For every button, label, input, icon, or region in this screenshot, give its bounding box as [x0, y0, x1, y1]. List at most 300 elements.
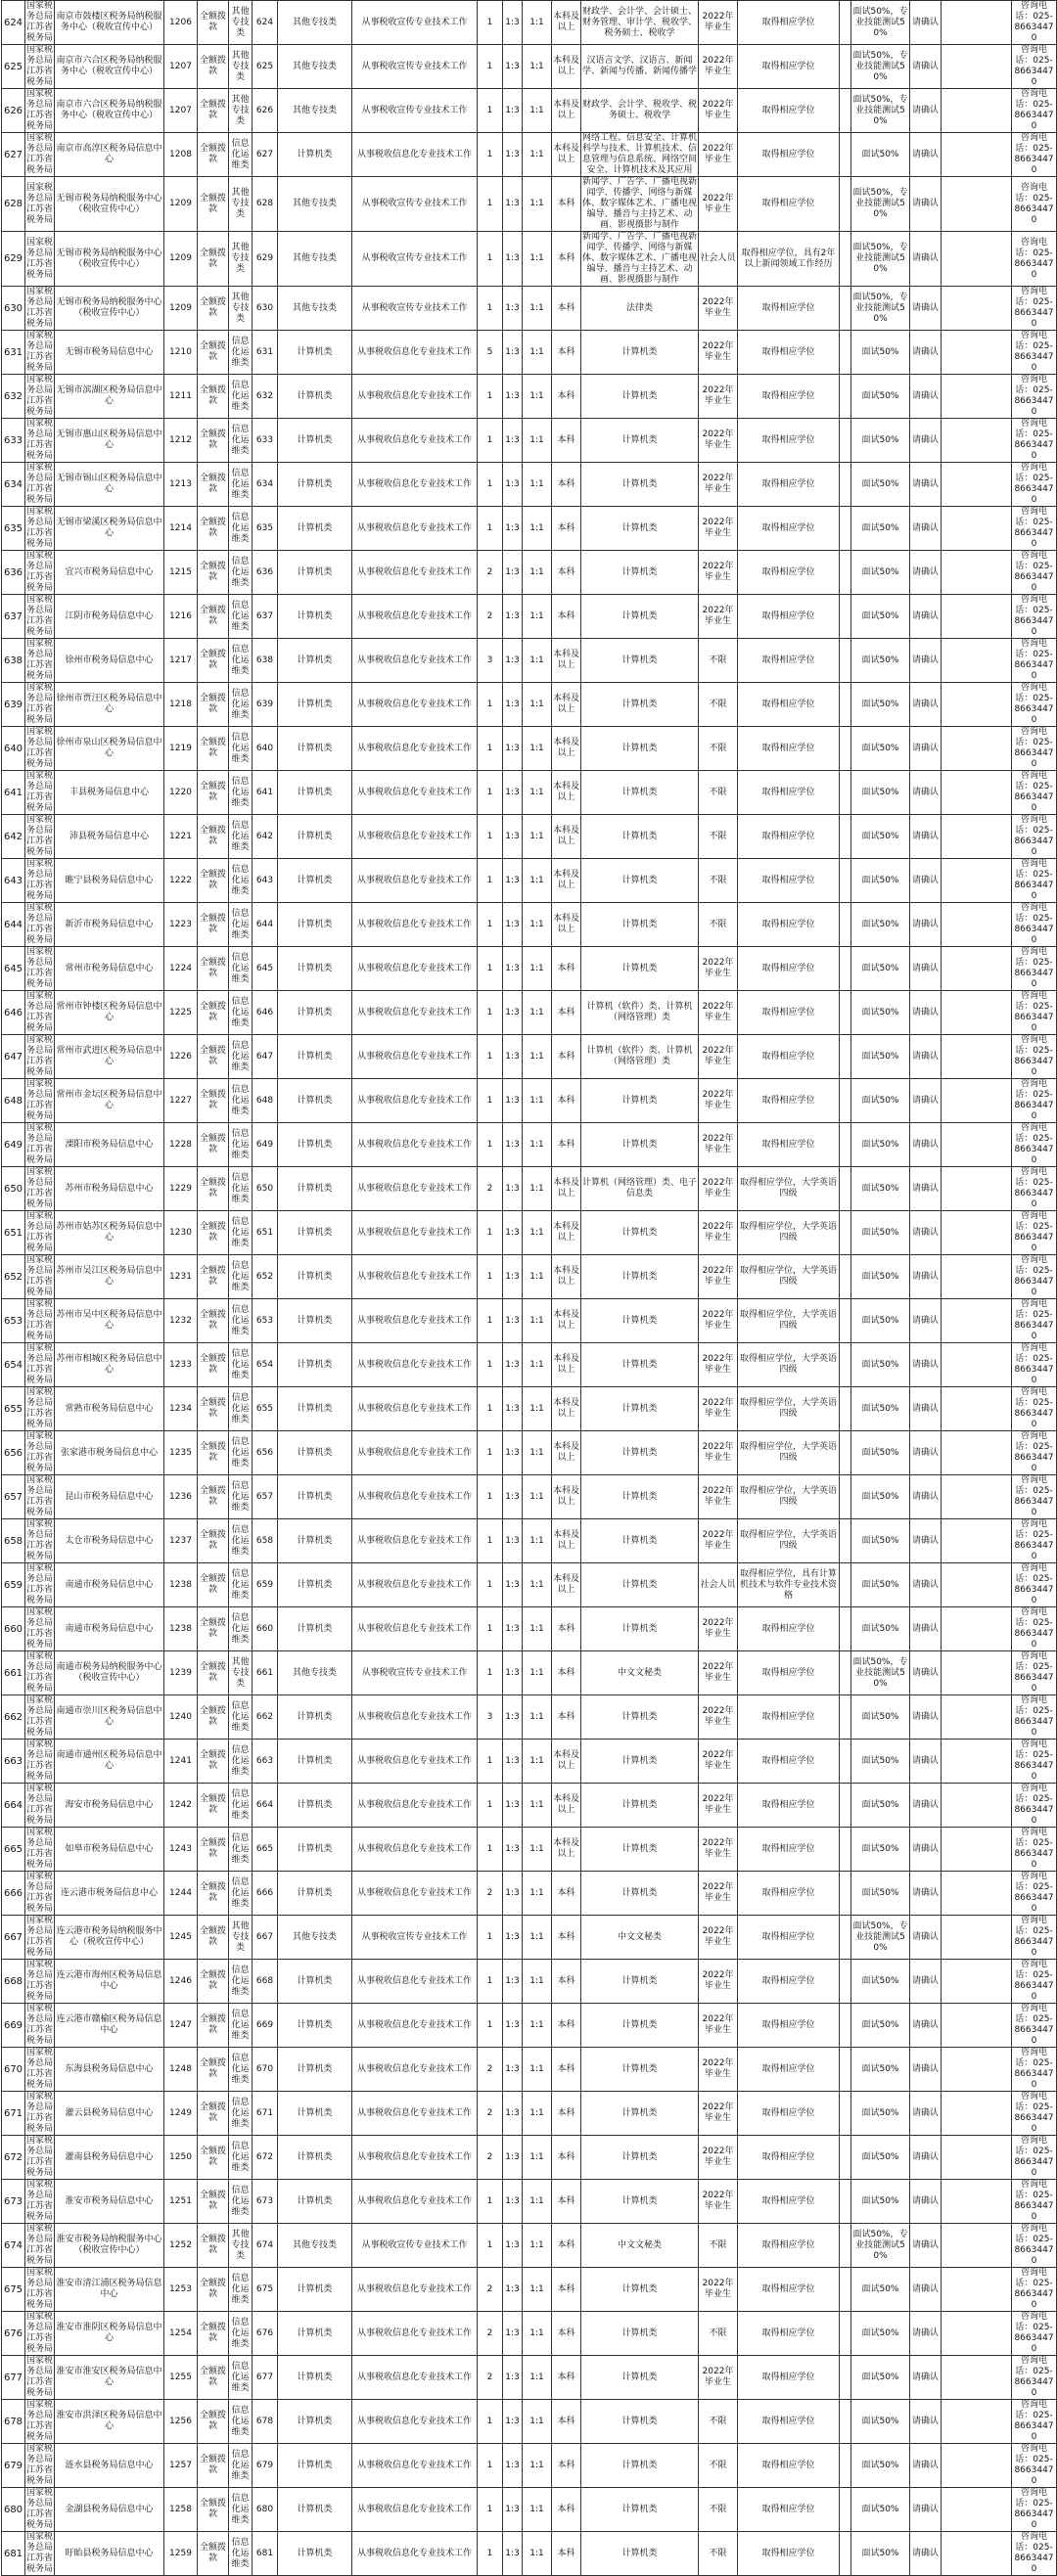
- table-row: [2, 1343, 1057, 1387]
- cell-target: 2022年毕业生: [699, 1035, 738, 1079]
- cell-num: 1: [478, 419, 503, 463]
- cell-other2: [942, 1651, 1012, 1695]
- cell-no: 629: [2, 232, 25, 287]
- cell-no: 627: [2, 133, 25, 177]
- table-row: [2, 2092, 1057, 2136]
- cell-nature: 全额拨款: [198, 1651, 229, 1695]
- cell-code: 1222: [164, 859, 198, 903]
- cell-pcode: 658: [253, 1519, 278, 1563]
- cell-note: 请确认: [910, 287, 942, 331]
- cell-other2: [942, 1828, 1012, 1872]
- cell-other: [840, 133, 851, 177]
- cell-other2: [942, 1563, 1012, 1607]
- table-row: [2, 1651, 1057, 1695]
- cell-other2: [942, 1695, 1012, 1740]
- cell-major: 计算机类: [581, 1211, 699, 1255]
- cell-num: 1: [478, 1431, 503, 1475]
- cell-duty: 从事税收信息化专业技术工作: [352, 419, 478, 463]
- cell-major: 法律类: [581, 287, 699, 331]
- cell-code: 1249: [164, 2092, 198, 2136]
- cell-code: 1259: [164, 2532, 198, 2576]
- cell-pcode: 663: [253, 1740, 278, 1784]
- cell-contact: 咨询电话：025-86634470: [1012, 232, 1057, 287]
- table-row: [2, 177, 1057, 232]
- cell-category: 信息化运维类: [229, 2312, 253, 2356]
- cell-major: 财政学、会计学、税收学、税务硕士、税收学: [581, 89, 699, 133]
- cell-target: 2022年毕业生: [699, 1519, 738, 1563]
- cell-pname: 计算机类: [278, 2532, 352, 2576]
- cell-code: 1214: [164, 507, 198, 551]
- cell-edu: 本科: [552, 2224, 581, 2268]
- cell-edu: 本科及以上: [552, 1167, 581, 1211]
- table-row: [2, 1519, 1057, 1563]
- cell-exam: 面试50%: [851, 463, 910, 507]
- cell-exam: 面试50%: [851, 2004, 910, 2048]
- cell-duty: 从事税收信息化专业技术工作: [352, 1519, 478, 1563]
- cell-duty: 从事税收信息化专业技术工作: [352, 2532, 478, 2576]
- cell-contact: 咨询电话：025-86634470: [1012, 1475, 1057, 1519]
- table-row: [2, 1872, 1057, 1916]
- cell-unit: 南通市通州区税务局信息中心: [55, 1740, 164, 1784]
- cell-contact: 咨询电话：025-86634470: [1012, 2048, 1057, 2092]
- cell-target: 2022年毕业生: [699, 947, 738, 991]
- cell-nature: 全额拨款: [198, 947, 229, 991]
- cell-note: 请确认: [910, 2268, 942, 2312]
- cell-note: 请确认: [910, 1784, 942, 1828]
- table-row: [2, 133, 1057, 177]
- cell-ratio2: 1:1: [523, 1695, 552, 1740]
- cell-note: 请确认: [910, 683, 942, 727]
- cell-major: 计算机类: [581, 1079, 699, 1123]
- cell-target: 2022年毕业生: [699, 2356, 738, 2400]
- cell-no: 679: [2, 2444, 25, 2488]
- cell-category: 其他专技类: [229, 89, 253, 133]
- cell-other2: [942, 2180, 1012, 2224]
- cell-note: 请确认: [910, 1872, 942, 1916]
- table-row: [2, 1607, 1057, 1651]
- cell-major: 计算机类: [581, 419, 699, 463]
- table-row: [2, 1916, 1057, 1960]
- cell-major: 计算机类: [581, 2004, 699, 2048]
- cell-num: 1: [478, 2532, 503, 2576]
- cell-pname: 其他专技类: [278, 2224, 352, 2268]
- cell-dept: 国家税务总局江苏省税务局: [26, 2004, 54, 2046]
- cell-degree: 取得相应学位: [738, 2268, 840, 2312]
- cell-exam: 面试50%: [851, 1563, 910, 1607]
- cell-other: [840, 1784, 851, 1828]
- cell-degree: 取得相应学位，大学英语四级: [738, 1387, 840, 1431]
- cell-edu: 本科: [552, 1079, 581, 1123]
- cell-other2: [942, 1211, 1012, 1255]
- cell-ratio2: 1:1: [523, 551, 552, 595]
- cell-nature: 全额拨款: [198, 727, 229, 771]
- cell-other: [840, 1035, 851, 1079]
- cell-pcode: 625: [253, 45, 278, 89]
- cell-duty: 从事税收信息化专业技术工作: [352, 2356, 478, 2400]
- cell-num: 1: [478, 1607, 503, 1651]
- cell-degree: 取得相应学位: [738, 727, 840, 771]
- cell-exam: 面试50%: [851, 2488, 910, 2532]
- cell-pname: 计算机类: [278, 947, 352, 991]
- cell-target: 2022年毕业生: [699, 177, 738, 232]
- cell-unit: 无锡市税务局信息中心: [55, 331, 164, 375]
- cell-nature: 全额拨款: [198, 2048, 229, 2092]
- cell-other2: [942, 595, 1012, 639]
- cell-major: 计算机类: [581, 1475, 699, 1519]
- cell-target: 2022年毕业生: [699, 1828, 738, 1872]
- cell-edu: 本科: [552, 1607, 581, 1651]
- cell-pname: 计算机类: [278, 683, 352, 727]
- cell-contact: 咨询电话：025-86634470: [1012, 947, 1057, 991]
- cell-contact: 咨询电话：025-86634470: [1012, 551, 1057, 595]
- cell-major: 计算机类: [581, 1872, 699, 1916]
- cell-duty: 从事税收信息化专业技术工作: [352, 1211, 478, 1255]
- cell-num: 1: [478, 991, 503, 1035]
- cell-pcode: 657: [253, 1475, 278, 1519]
- cell-edu: 本科及以上: [552, 903, 581, 947]
- cell-code: 1233: [164, 1343, 198, 1387]
- cell-pname: 计算机类: [278, 1167, 352, 1211]
- cell-no: 660: [2, 1607, 25, 1651]
- cell-nature: 全额拨款: [198, 1387, 229, 1431]
- cell-duty: 从事税收信息化专业技术工作: [352, 2004, 478, 2048]
- cell-no: 648: [2, 1079, 25, 1123]
- cell-edu: 本科: [552, 375, 581, 419]
- cell-category: 信息化运维类: [229, 2136, 253, 2180]
- cell-degree: 取得相应学位: [738, 133, 840, 177]
- cell-code: 1242: [164, 1784, 198, 1828]
- cell-contact: 咨询电话：025-86634470: [1012, 2180, 1057, 2224]
- cell-category: 信息化运维类: [229, 1828, 253, 1872]
- cell-unit: 张家港市税务局信息中心: [55, 1431, 164, 1475]
- table-row: [2, 1784, 1057, 1828]
- cell-target: 2022年毕业生: [699, 2004, 738, 2048]
- cell-code: 1230: [164, 1211, 198, 1255]
- cell-ratio: 1:3: [503, 1872, 523, 1916]
- cell-ratio2: 1:1: [523, 1828, 552, 1872]
- cell-exam: 面试50%: [851, 419, 910, 463]
- cell-other: [840, 1607, 851, 1651]
- cell-note: 请确认: [910, 1299, 942, 1343]
- cell-other: [840, 1167, 851, 1211]
- cell-pcode: 676: [253, 2312, 278, 2356]
- cell-duty: 从事税收宣传专业技术工作: [352, 1, 478, 45]
- cell-degree: 取得相应学位: [738, 595, 840, 639]
- cell-no: 641: [2, 771, 25, 815]
- cell-num: 1: [478, 1828, 503, 1872]
- cell-exam: 面试50%: [851, 133, 910, 177]
- cell-unit: 南京市高淳区税务局信息中心: [55, 133, 164, 177]
- cell-other2: [942, 815, 1012, 859]
- cell-note: 请确认: [910, 2532, 942, 2576]
- cell-pcode: 668: [253, 1960, 278, 2004]
- cell-exam: 面试50%: [851, 2400, 910, 2444]
- cell-edu: 本科: [552, 1123, 581, 1167]
- cell-pcode: 654: [253, 1343, 278, 1387]
- cell-target: 2022年毕业生: [699, 1872, 738, 1916]
- cell-unit: 无锡市税务局纳税服务中心（税收宣传中心）: [55, 232, 164, 287]
- cell-contact: 咨询电话：025-86634470: [1012, 595, 1057, 639]
- cell-other2: [942, 1431, 1012, 1475]
- cell-major: 计算机类: [581, 1299, 699, 1343]
- cell-code: 1209: [164, 287, 198, 331]
- cell-exam: 面试50%: [851, 859, 910, 903]
- cell-other2: [942, 1167, 1012, 1211]
- cell-edu: 本科: [552, 1695, 581, 1740]
- cell-dept: 国家税务总局江苏省税务局: [26, 991, 54, 1033]
- cell-note: 请确认: [910, 1211, 942, 1255]
- cell-num: 1: [478, 1651, 503, 1695]
- cell-other: [840, 1519, 851, 1563]
- cell-other: [840, 2400, 851, 2444]
- cell-ratio2: 1:1: [523, 419, 552, 463]
- cell-degree: 取得相应学位: [738, 177, 840, 232]
- cell-exam: 面试50%: [851, 2532, 910, 2576]
- cell-major: 计算机类: [581, 463, 699, 507]
- cell-duty: 从事税收信息化专业技术工作: [352, 2312, 478, 2356]
- cell-no: 650: [2, 1167, 25, 1211]
- cell-ratio: 1:3: [503, 1431, 523, 1475]
- cell-major: 计算机类: [581, 1828, 699, 1872]
- table-row: [2, 1, 1057, 45]
- cell-duty: 从事税收信息化专业技术工作: [352, 1607, 478, 1651]
- cell-major: 计算机类: [581, 1387, 699, 1431]
- cell-category: 信息化运维类: [229, 1255, 253, 1299]
- table-row: [2, 1211, 1057, 1255]
- cell-contact: 咨询电话：025-86634470: [1012, 2532, 1057, 2576]
- cell-edu: 本科: [552, 1916, 581, 1960]
- table-row: [2, 45, 1057, 89]
- cell-exam: 面试50%: [851, 1872, 910, 1916]
- cell-major: 计算机类: [581, 903, 699, 947]
- cell-code: 1210: [164, 331, 198, 375]
- cell-pcode: 675: [253, 2268, 278, 2312]
- cell-unit: 常州市税务局信息中心: [55, 947, 164, 991]
- cell-degree: 取得相应学位: [738, 551, 840, 595]
- cell-nature: 全额拨款: [198, 1079, 229, 1123]
- cell-edu: 本科: [552, 1872, 581, 1916]
- cell-num: 1: [478, 375, 503, 419]
- job-table-body: [2, 1, 1057, 2576]
- table-row: [2, 639, 1057, 683]
- cell-num: 1: [478, 1784, 503, 1828]
- table-row: [2, 2444, 1057, 2488]
- table-row: [2, 331, 1057, 375]
- cell-category: 信息化运维类: [229, 595, 253, 639]
- cell-duty: 从事税收信息化专业技术工作: [352, 683, 478, 727]
- cell-contact: 咨询电话：025-86634470: [1012, 1343, 1057, 1387]
- cell-target: 2022年毕业生: [699, 419, 738, 463]
- cell-code: 1220: [164, 771, 198, 815]
- cell-nature: 全额拨款: [198, 903, 229, 947]
- cell-degree: 取得相应学位: [738, 2312, 840, 2356]
- cell-edu: 本科: [552, 2092, 581, 2136]
- cell-code: 1219: [164, 727, 198, 771]
- cell-dept: 国家税务总局江苏省税务局: [26, 1960, 54, 2002]
- cell-degree: 取得相应学位，大学英语四级: [738, 1519, 840, 1563]
- cell-no: 664: [2, 1784, 25, 1828]
- cell-unit: 金湖县税务局信息中心: [55, 2488, 164, 2532]
- cell-pname: 计算机类: [278, 1123, 352, 1167]
- cell-other2: [942, 507, 1012, 551]
- cell-major: 计算机类: [581, 2312, 699, 2356]
- cell-unit: 宜兴市税务局信息中心: [55, 551, 164, 595]
- table-row: [2, 1079, 1057, 1123]
- cell-num: 1: [478, 1519, 503, 1563]
- cell-contact: 咨询电话：025-86634470: [1012, 1916, 1057, 1960]
- cell-major: 计算机类: [581, 1123, 699, 1167]
- cell-edu: 本科: [552, 991, 581, 1035]
- cell-nature: 全额拨款: [198, 2312, 229, 2356]
- cell-other: [840, 1255, 851, 1299]
- cell-degree: 取得相应学位: [738, 1784, 840, 1828]
- cell-unit: 盱眙县税务局信息中心: [55, 2532, 164, 2576]
- cell-pcode: 645: [253, 947, 278, 991]
- cell-ratio2: 1:1: [523, 815, 552, 859]
- cell-exam: 面试50%: [851, 1740, 910, 1784]
- cell-pcode: 649: [253, 1123, 278, 1167]
- cell-ratio2: 1:1: [523, 1960, 552, 2004]
- cell-target: 2022年毕业生: [699, 2092, 738, 2136]
- cell-dept: 国家税务总局江苏省税务局: [26, 2356, 54, 2398]
- cell-nature: 全额拨款: [198, 2224, 229, 2268]
- cell-unit: 淮安市清江浦区税务局信息中心: [55, 2268, 164, 2312]
- cell-exam: 面试50%: [851, 1607, 910, 1651]
- cell-pname: 计算机类: [278, 463, 352, 507]
- cell-nature: 全额拨款: [198, 177, 229, 232]
- cell-code: 1247: [164, 2004, 198, 2048]
- table-row: [2, 551, 1057, 595]
- cell-major: 计算机类: [581, 2092, 699, 2136]
- cell-num: 1: [478, 1079, 503, 1123]
- cell-pname: 计算机类: [278, 2048, 352, 2092]
- cell-dept: 国家税务总局江苏省税务局: [26, 815, 54, 857]
- cell-pname: 计算机类: [278, 1828, 352, 1872]
- cell-major: 计算机类: [581, 2532, 699, 2576]
- cell-degree: 取得相应学位: [738, 2532, 840, 2576]
- cell-exam: 面试50%: [851, 1960, 910, 2004]
- cell-target: 2022年毕业生: [699, 1255, 738, 1299]
- cell-ratio2: 1:1: [523, 1, 552, 45]
- cell-nature: 全额拨款: [198, 683, 229, 727]
- cell-contact: 咨询电话：025-86634470: [1012, 1211, 1057, 1255]
- cell-target: 2022年毕业生: [699, 1167, 738, 1211]
- cell-edu: 本科: [552, 2048, 581, 2092]
- cell-category: 信息化运维类: [229, 727, 253, 771]
- cell-dept: 国家税务总局江苏省税务局: [26, 463, 54, 505]
- cell-duty: 从事税收信息化专业技术工作: [352, 903, 478, 947]
- cell-ratio: 1:3: [503, 639, 523, 683]
- cell-degree: 取得相应学位: [738, 1740, 840, 1784]
- table-row: [2, 2312, 1057, 2356]
- cell-other: [840, 1387, 851, 1431]
- cell-code: 1250: [164, 2136, 198, 2180]
- cell-category: 信息化运维类: [229, 2488, 253, 2532]
- cell-exam: 面试50%: [851, 1475, 910, 1519]
- cell-num: 1: [478, 2444, 503, 2488]
- cell-no: 645: [2, 947, 25, 991]
- cell-pname: 计算机类: [278, 551, 352, 595]
- cell-dept: 国家税务总局江苏省税务局: [26, 1695, 54, 1738]
- cell-contact: 咨询电话：025-86634470: [1012, 419, 1057, 463]
- cell-category: 信息化运维类: [229, 1123, 253, 1167]
- cell-contact: 咨询电话：025-86634470: [1012, 1651, 1057, 1695]
- cell-ratio2: 1:1: [523, 1607, 552, 1651]
- cell-other: [840, 507, 851, 551]
- cell-contact: 咨询电话：025-86634470: [1012, 1563, 1057, 1607]
- cell-no: 661: [2, 1651, 25, 1695]
- cell-target: 2022年毕业生: [699, 1343, 738, 1387]
- cell-edu: 本科及以上: [552, 1740, 581, 1784]
- cell-other: [840, 2180, 851, 2224]
- cell-nature: 全额拨款: [198, 551, 229, 595]
- cell-duty: 从事税收信息化专业技术工作: [352, 1960, 478, 2004]
- cell-duty: 从事税收信息化专业技术工作: [352, 1343, 478, 1387]
- cell-no: 681: [2, 2532, 25, 2576]
- cell-contact: 咨询电话：025-86634470: [1012, 2312, 1057, 2356]
- cell-dept: 国家税务总局江苏省税务局: [26, 287, 54, 329]
- cell-exam: 面试50%: [851, 2444, 910, 2488]
- cell-duty: 从事税收信息化专业技术工作: [352, 1475, 478, 1519]
- cell-other2: [942, 551, 1012, 595]
- cell-duty: 从事税收信息化专业技术工作: [352, 1828, 478, 1872]
- cell-unit: 丰县税务局信息中心: [55, 771, 164, 815]
- cell-ratio: 1:3: [503, 2356, 523, 2400]
- cell-dept: 国家税务总局江苏省税务局: [26, 331, 54, 373]
- cell-note: 请确认: [910, 2004, 942, 2048]
- cell-exam: 面试50%，专业技能测试50%: [851, 1651, 910, 1695]
- cell-pcode: 664: [253, 1784, 278, 1828]
- cell-other2: [942, 89, 1012, 133]
- cell-no: 674: [2, 2224, 25, 2268]
- cell-exam: 面试50%: [851, 1299, 910, 1343]
- cell-target: 2022年毕业生: [699, 2136, 738, 2180]
- cell-category: 信息化运维类: [229, 1167, 253, 1211]
- cell-ratio2: 1:1: [523, 1563, 552, 1607]
- cell-pcode: 640: [253, 727, 278, 771]
- cell-nature: 全额拨款: [198, 1740, 229, 1784]
- cell-dept: 国家税务总局江苏省税务局: [26, 2268, 54, 2310]
- cell-duty: 从事税收宣传专业技术工作: [352, 45, 478, 89]
- cell-ratio: 1:3: [503, 991, 523, 1035]
- cell-other: [840, 2136, 851, 2180]
- cell-ratio: 1:3: [503, 815, 523, 859]
- cell-major: 计算机类: [581, 1784, 699, 1828]
- cell-num: 1: [478, 1255, 503, 1299]
- cell-other2: [942, 1519, 1012, 1563]
- cell-unit: 徐州市贾汪区税务局信息中心: [55, 683, 164, 727]
- cell-code: 1256: [164, 2400, 198, 2444]
- cell-unit: 新沂市税务局信息中心: [55, 903, 164, 947]
- cell-ratio: 1:3: [503, 903, 523, 947]
- cell-degree: 取得相应学位: [738, 991, 840, 1035]
- cell-pname: 计算机类: [278, 859, 352, 903]
- cell-no: 630: [2, 287, 25, 331]
- cell-dept: 国家税务总局江苏省税务局: [26, 771, 54, 813]
- cell-ratio2: 1:1: [523, 2444, 552, 2488]
- cell-exam: 面试50%: [851, 1167, 910, 1211]
- cell-major: 计算机类: [581, 2048, 699, 2092]
- cell-other2: [942, 2444, 1012, 2488]
- cell-other2: [942, 1035, 1012, 1079]
- cell-ratio: 1:3: [503, 89, 523, 133]
- cell-exam: 面试50%: [851, 2136, 910, 2180]
- cell-duty: 从事税收信息化专业技术工作: [352, 331, 478, 375]
- cell-no: 668: [2, 1960, 25, 2004]
- cell-unit: 灌南县税务局信息中心: [55, 2136, 164, 2180]
- cell-nature: 全额拨款: [198, 2400, 229, 2444]
- cell-other: [840, 375, 851, 419]
